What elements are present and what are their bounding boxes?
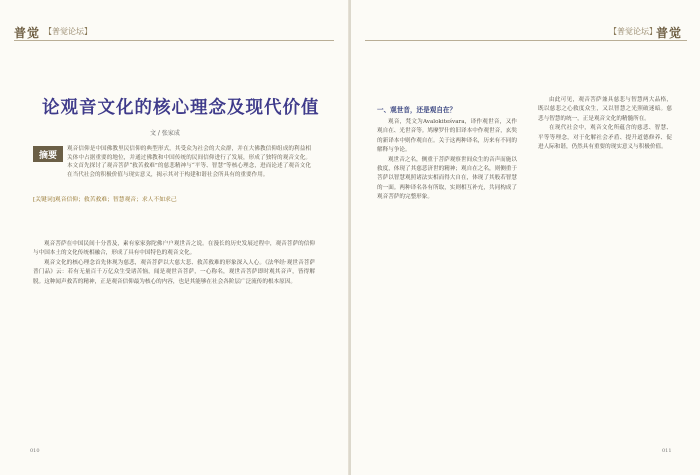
right-brand-logo: 普觉 bbox=[656, 26, 683, 40]
paragraph: 观音，梵文为Avalokiteśvara，译作观世音，又作观自在、光世音等。鸠摩罗什的旧译本中作观世音，玄奘的新译本中则作观自在。关于这两种译名，历来有不同的解释与争论。 bbox=[377, 119, 517, 154]
left-forum-tag: 【普觉论坛】 bbox=[44, 27, 92, 36]
right-forum-tag: 【普觉论坛】 bbox=[609, 27, 657, 36]
right-page bbox=[351, 0, 700, 475]
left-page bbox=[0, 0, 349, 475]
left-brand-logo: 普觉 bbox=[14, 26, 41, 40]
abstract-text: 观音信仰是中国佛教里民信仰的典型形式，其受众为社会的大众群，并在大佛教信仰组成的利益相关体中占据重要的地位，并通过佛教和中国传统的民间信仰进行了发展，形成了独特的观音文化。本文首先探讨了观音菩萨“救苦救难”的慈悲精神与“平等、智慧”等核心理念，进而论述了观音文化在当代社会的积极价值与现实意义，揭示其对于构建和谐社会所具有的重要作用。 bbox=[67, 146, 311, 178]
paragraph: 在现代社会中，观音文化所蕴含的慈悲、智慧、平等等理念，对于化解社会矛盾、提升道德修养、促进人际和谐，仍然具有重要的现实意义与积极价值。 bbox=[538, 125, 672, 151]
left-page-number: 010 bbox=[30, 448, 40, 454]
right-page-number: 011 bbox=[662, 448, 672, 454]
keywords: [关键词]观音信仰；救苦救难；智慧观音；求人不如求己 bbox=[33, 197, 177, 203]
paragraph: 观音文化的核心理念首先体现为慈悲，观音菩萨以大慈大悲、救苦救难的形象深入人心。《法华经·观世音菩萨普门品》云：若有无量百千万亿众生受诸苦恼，闻是观世音菩萨，一心称名，观世音菩萨即时观其音声，皆得解脱。这种闻声救苦的精神，正是观音信仰最为核心的内容，也是其能够在社会各阶层广泛流传的根本原因。 bbox=[33, 259, 315, 285]
article-author: 文 / 张家成 bbox=[150, 130, 180, 137]
paragraph: 观世音之名，侧重于菩萨观察世间众生的音声而施以救度，体现了其慈悲济世的精神；观自在之名，则侧重于菩萨以智慧观照诸法实相而得大自在，体现了其般若智慧的一面。两种译名各有所取，实则相互补充，共同构成了观音菩萨的完整形象。 bbox=[377, 156, 517, 201]
article-title: 论观音文化的核心理念及现代价值 bbox=[42, 98, 320, 118]
paragraph: 观音菩萨在中国民间十分普及，素有家家弥陀佛户户观世音之说。在漫长的历史发展过程中，观音菩萨的信仰与中国本土的文化传统相融合，形成了具有中国特色的观音文化。 bbox=[33, 241, 315, 257]
left-body-text bbox=[33, 240, 315, 287]
left-header-rule bbox=[14, 40, 334, 41]
abstract-label: 摘要 bbox=[33, 146, 63, 162]
right-body-column-1 bbox=[377, 118, 517, 203]
section-heading: 一、观世音，还是观自在？ bbox=[377, 106, 457, 114]
right-header-rule bbox=[365, 40, 687, 41]
right-body-column-2 bbox=[538, 96, 672, 152]
paragraph: 由此可见，观音菩萨兼具慈悲与智慧两大品格，既以慈悲之心救度众生，又以智慧之光照破迷暗。慈悲与智慧的统一，正是观音文化的精髓所在。 bbox=[538, 97, 672, 122]
